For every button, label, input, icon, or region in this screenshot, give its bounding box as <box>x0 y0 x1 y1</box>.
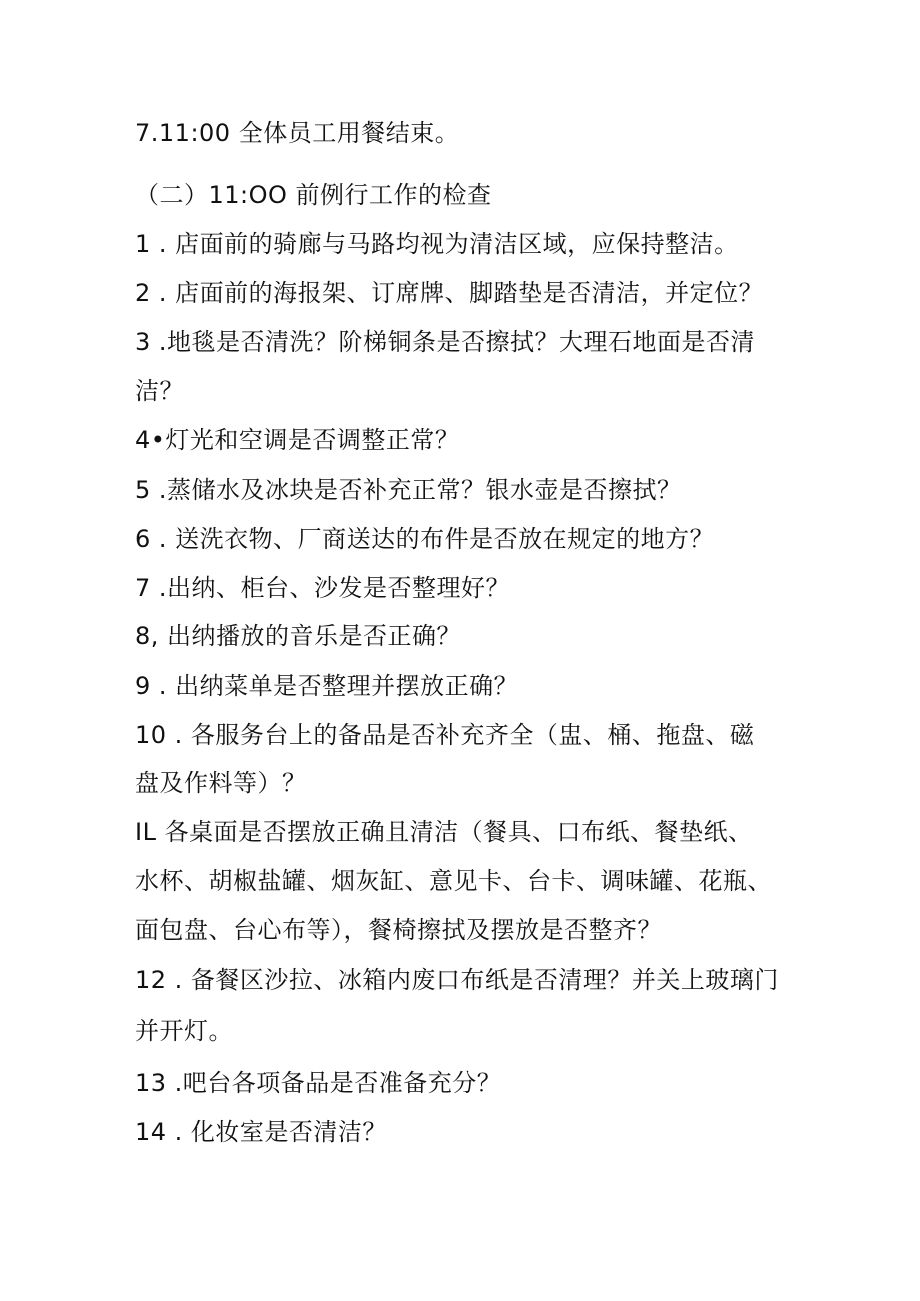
text-line-12: 9 . 出纳菜单是否整理并摆放正确？ <box>135 672 519 700</box>
text-line-11: 8, 出纳播放的音乐是否正确？ <box>135 622 462 650</box>
text-line-4: 2 . 店面前的海报架、订席牌、脚踏垫是否清洁，并定位？ <box>135 279 764 307</box>
text-line-5: 3 .地毯是否清洗？阶梯铜条是否擦拭？大理石地面是否清 <box>135 328 756 356</box>
text-line-3: 1 . 店面前的骑廊与马路均视为清洁区域，应保持整洁。 <box>135 230 739 258</box>
text-line-9: 6 . 送洗衣物、厂商送达的布件是否放在规定的地方？ <box>135 525 715 553</box>
text-line-20: 13 .吧台各项备品是否准备充分？ <box>135 1069 502 1097</box>
text-line-8: 5 .蒸储水及冰块是否补充正常？银水壶是否擦拭？ <box>135 476 682 504</box>
text-line-19: 并开灯。 <box>135 1017 233 1045</box>
text-line-1: 7.11:00 全体员工用餐结束。 <box>135 119 460 147</box>
text-line-15: IL 各桌面是否摆放正确且清洁（餐具、口布纸、餐垫纸、 <box>135 818 753 846</box>
text-line-21: 14 . 化妆室是否清洁？ <box>135 1118 387 1146</box>
text-line-7: 4•灯光和空调是否调整正常？ <box>135 426 460 454</box>
text-line-14: 盘及作料等）？ <box>135 769 307 797</box>
section-heading: （二）11:OO 前例行工作的检查 <box>135 181 492 209</box>
text-line-18: 12 . 备餐区沙拉、冰箱内废口布纸是否清理？并关上玻璃门 <box>135 966 779 994</box>
text-line-13: 10 . 各服务台上的备品是否补充齐全（盅、桶、拖盘、磁 <box>135 721 755 749</box>
text-line-6: 洁？ <box>135 377 184 405</box>
text-line-10: 7 .出纳、柜台、沙发是否整理好？ <box>135 574 511 602</box>
text-line-16: 水杯、胡椒盐罐、烟灰缸、意见卡、台卡、调味罐、花瓶、 <box>135 867 772 895</box>
text-line-17: 面包盘、台心布等），餐椅擦拭及摆放是否整齐？ <box>135 916 662 944</box>
